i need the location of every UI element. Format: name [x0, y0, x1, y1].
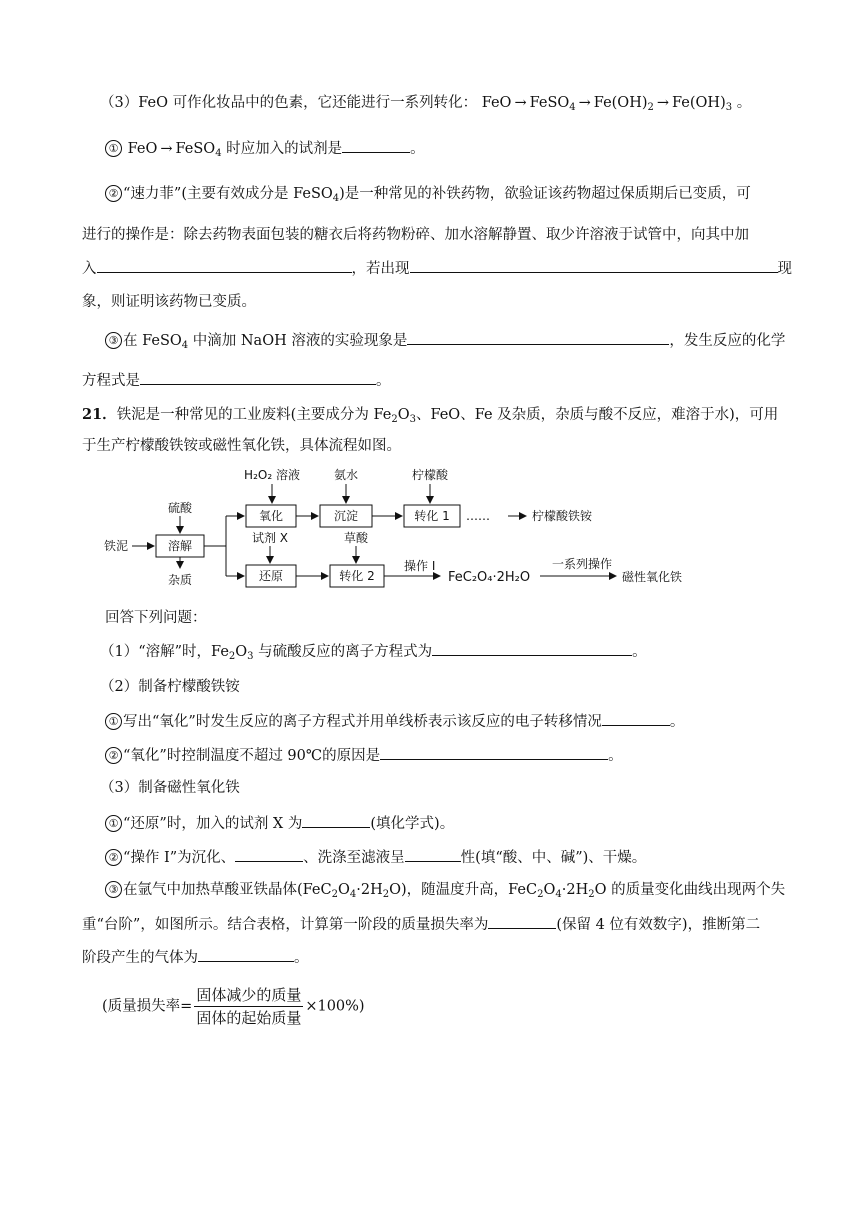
answer-blank[interactable]	[488, 914, 556, 929]
answer-blank[interactable]	[602, 711, 670, 726]
circled-number-1: ①	[105, 713, 122, 730]
circled-number-3: ③	[105, 332, 122, 349]
flow-h2o2: H₂O₂ 溶液	[244, 468, 300, 482]
q21-part3-sub2: ② “操作 I”为沉化、 、洗涤至滤液呈 性(填“酸、中、碱”)、干燥。	[105, 847, 646, 868]
flow-citric: 柠檬酸	[411, 468, 449, 482]
flow-precip: 沉淀	[333, 509, 359, 523]
q3-subquestion-2-line1: ② “速力菲”(主要有效成分是 FeSO$_4$)是一种常见的补铁药物，欲验证该药物超过保质期后已变质，可	[105, 184, 751, 204]
answer-blank[interactable]	[407, 330, 669, 345]
answer-blank[interactable]	[140, 370, 376, 385]
circled-number-1: ①	[105, 815, 122, 832]
answer-blank[interactable]	[235, 847, 303, 862]
q21-part3-sub3-line3: 阶段产生的气体为 。	[82, 947, 309, 968]
flow-convert2: 转化 2	[339, 569, 375, 583]
q21-part2-sub1: ① 写出“氧化”时发生反应的离子方程式并用单线桥表示该反应的电子转移情况 。	[105, 711, 684, 732]
flow-product1: 柠檬酸铁铵	[532, 509, 593, 523]
process-flow-diagram	[100, 462, 700, 590]
flow-impurity: 杂质	[167, 573, 193, 587]
q21-part3-sub1: ① “还原”时，加入的试剂 X 为 (填化学式)。	[105, 813, 454, 834]
answer-blank[interactable]	[432, 641, 632, 656]
mass-loss-formula: (质量损失率= $\frac{\text{固体减少的质量}}{\text{固体的起始质量}}$ ×100%)	[102, 986, 365, 1027]
flow-product2: 磁性氧化铁	[622, 570, 683, 584]
q3-subquestion-2-line4: 象，则证明该药物已变质。	[82, 294, 256, 310]
flow-dots: ……	[466, 509, 490, 523]
answer-blank[interactable]	[410, 258, 778, 273]
formula-fraction: $\frac{\text{固体减少的质量}}{\text{固体的起始质量}}$	[196, 986, 302, 1027]
flow-start: 铁泥	[104, 539, 129, 553]
flow-op1: 操作 I	[404, 559, 436, 573]
flow-dissolve: 溶解	[167, 539, 193, 553]
q21-stem-line2: 于生产柠檬酸铁铵或磁性氧化铁，具体流程如图。	[82, 438, 401, 454]
q3-subquestion-2-line3: 入 ，若出现 现	[82, 258, 792, 279]
q21-stem-line1: 21．铁泥是一种常见的工业废料(主要成分为 $Fe_2O_3$、FeO、Fe 及杂质，杂质与酸不反应，难溶于水)，可用	[82, 406, 779, 425]
flow-intermediate: FeC₂O₄·2H₂O	[448, 570, 531, 585]
flow-acid: 硫酸	[167, 501, 193, 515]
circled-number-2: ②	[105, 185, 122, 202]
q21-part2-heading: （2）制备柠檬酸铁铵	[100, 679, 240, 695]
answer-blank[interactable]	[198, 947, 294, 962]
flow-reagent-x: 试剂 X	[251, 531, 289, 545]
flow-oxalic: 草酸	[343, 531, 369, 545]
flow-reduce: 还原	[258, 569, 284, 583]
answer-blank[interactable]	[97, 258, 352, 273]
answer-blank[interactable]	[302, 813, 370, 828]
q3-intro-line: （3）FeO 可作化妆品中的色素，它还能进行一系列转化： FeO → FeSO$_4$ → $Fe(OH)_2 \to Fe(OH)_3$ 。	[100, 95, 752, 113]
circled-number-1: ①	[105, 140, 122, 157]
circled-number-2: ②	[105, 849, 122, 866]
circled-number-2: ②	[105, 747, 122, 764]
q3-subquestion-3-line2: 方程式是 。	[82, 370, 391, 391]
answer-blank[interactable]	[405, 847, 461, 862]
q3-subquestion-3-line1: ③ 在 FeSO$_4$ 中滴加 NaOH 溶液的实验现象是 ，发生反应的化学	[105, 330, 785, 351]
flow-convert1: 转化 1	[414, 509, 450, 523]
conversion-chain: FeO → FeSO$_4$ → $Fe(OH)_2 \to Fe(OH)_3$	[481, 95, 733, 113]
answer-blank[interactable]	[380, 745, 608, 760]
q21-part3-sub3-line1: ③ 在氩气中加热草酸亚铁晶体$(FeC_2O_4\cdot 2H_2O)$，随温度升高，$FeC_2O_4\cdot 2H_2O$ 的质量变化曲线出现两个失	[105, 880, 785, 900]
q3-subquestion-1: ① FeO → FeSO$_4$ 时应加入的试剂是 。	[105, 138, 425, 159]
q21-part3-sub3-line2: 重“台阶”，如图所示。结合表格，计算第一阶段的质量损失率为 (保留 4 位有效数字)，推断第二	[82, 914, 760, 935]
answer-prompt: 回答下列问题：	[105, 610, 207, 626]
q21-part3-heading: （3）制备磁性氧化铁	[100, 780, 240, 796]
flow-oxidize: 氧化	[258, 509, 284, 523]
answer-blank[interactable]	[342, 138, 410, 153]
flow-ammonia: 氨水	[333, 468, 359, 482]
q3-subquestion-2-line2: 进行的操作是：除去药物表面包装的糖衣后将药物粉碎、加水溶解静置、取少许溶液于试管中，向其中加	[82, 227, 749, 243]
flow-series-ops: 一系列操作	[552, 557, 613, 571]
circled-number-3: ③	[105, 881, 122, 898]
q21-part2-sub2: ② “氧化”时控制温度不超过 90℃的原因是 。	[105, 745, 623, 766]
q21-part1: （1）“溶解”时，$Fe_2O_3$ 与硫酸反应的离子方程式为 。	[100, 641, 647, 662]
